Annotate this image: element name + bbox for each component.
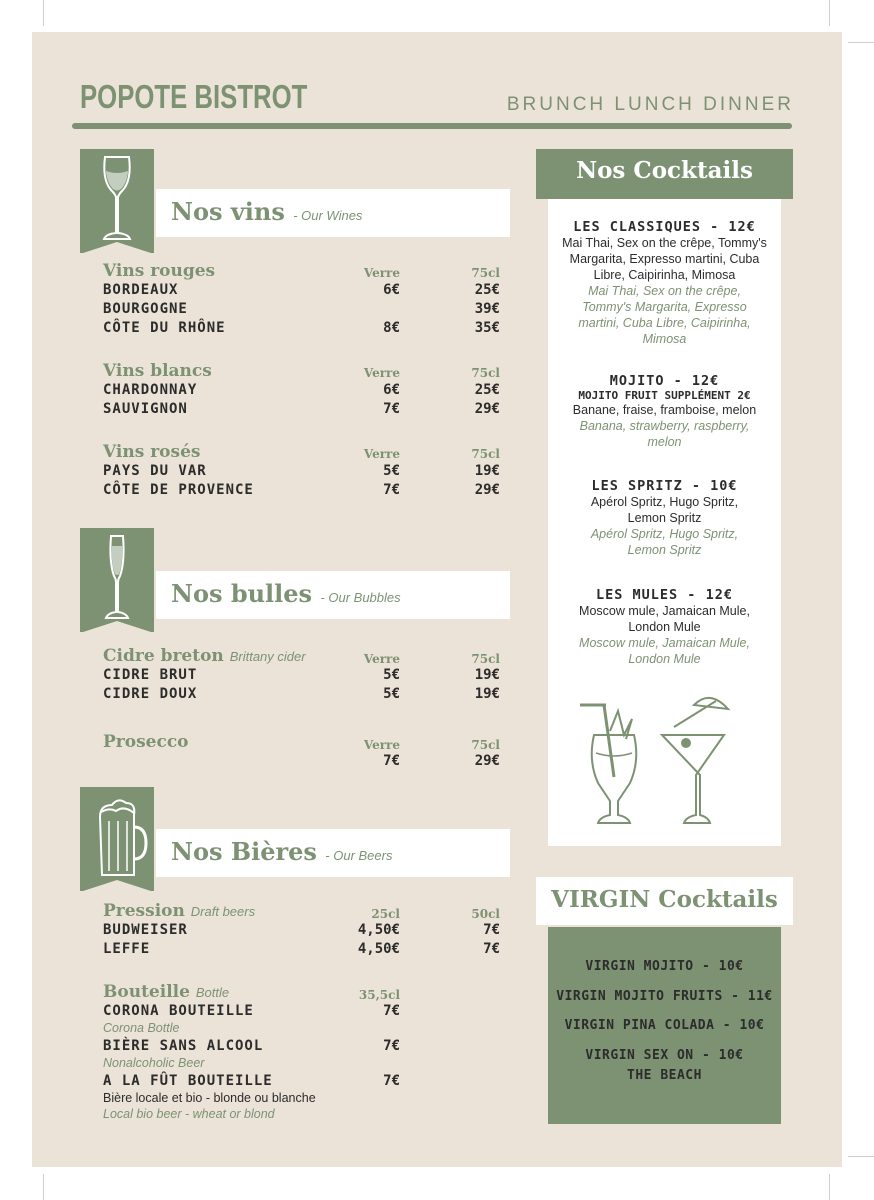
beers-ribbon xyxy=(80,787,154,891)
beer-mug-icon xyxy=(92,791,148,883)
price-glass: 8€ xyxy=(383,320,400,336)
col-header-glass: Verre xyxy=(363,266,400,280)
crop-mark xyxy=(43,1174,44,1200)
virgin-item-line2: THE BEACH xyxy=(627,1068,702,1083)
bubbles-title: Nos bulles xyxy=(171,579,313,608)
cocktail-glasses-icon xyxy=(566,691,766,831)
price-glass: 7€ xyxy=(383,482,400,498)
cocktail-name: LES MULES - 12€ xyxy=(596,587,733,603)
wine-ribbon xyxy=(80,149,154,253)
pression-name: Pression xyxy=(103,901,185,921)
cocktails-header xyxy=(536,149,793,199)
menu-item: CHARDONNAY xyxy=(103,382,198,398)
col-header-35cl: 35,5cl xyxy=(358,988,400,1002)
price-glass: 7€ xyxy=(383,753,400,769)
price-bottle: 7€ xyxy=(383,1073,400,1089)
menu-item: BIÈRE SANS ALCOOL xyxy=(103,1038,264,1054)
col-header-bottle: 75cl xyxy=(471,738,500,752)
category-bouteille xyxy=(103,982,229,1002)
virgin-item: VIRGIN MOJITO FRUITS - 11€ xyxy=(556,989,773,1004)
cocktail-desc-fr: Moscow mule, Jamaican Mule, London Mule xyxy=(579,604,750,634)
cocktail-item xyxy=(548,219,781,347)
menu-item: CORONA BOUTEILLE xyxy=(103,1003,254,1019)
cocktails-panel xyxy=(548,199,781,846)
category-vins-roses: Vins rosés xyxy=(103,442,201,462)
pression-sub: Draft beers xyxy=(190,904,256,919)
price-bottle: 7€ xyxy=(383,1003,400,1019)
cocktail-extra: MOJITO FRUIT SUPPLÉMENT 2€ xyxy=(578,389,751,402)
price-bottle: 19€ xyxy=(474,463,500,479)
cocktail-desc-en: Mai Thai, Sex on the crêpe, Tommy's Margarita, Expresso martini, Cuba Libre, Caipirinha, Mimosa xyxy=(578,284,751,346)
price-bottle: 39€ xyxy=(474,301,500,317)
brand-name: POPOTE BISTROT xyxy=(80,78,308,115)
crop-mark xyxy=(848,1156,874,1157)
price-glass: 5€ xyxy=(383,667,400,683)
price-bottle: 29€ xyxy=(474,482,500,498)
virgin-title: VIRGIN Cocktails xyxy=(551,886,778,913)
virgin-panel xyxy=(548,927,781,1124)
price-bottle: 35€ xyxy=(474,320,500,336)
col-header-glass: Verre xyxy=(363,447,400,461)
beers-subtitle: - Our Beers xyxy=(325,848,393,863)
crop-mark xyxy=(829,1174,830,1200)
price-large: 7€ xyxy=(483,922,500,938)
beers-header xyxy=(156,829,510,877)
col-header-50cl: 50cl xyxy=(471,907,500,921)
col-header-bottle: 75cl xyxy=(471,366,500,380)
price-small: 4,50€ xyxy=(357,941,400,957)
wines-subtitle: - Our Wines xyxy=(293,208,363,223)
menu-item: PAYS DU VAR xyxy=(103,463,207,479)
category-pression xyxy=(103,901,255,921)
bouteille-name: Bouteille xyxy=(103,982,190,1002)
category-vins-blancs: Vins blancs xyxy=(103,361,212,381)
cidre-name: Cidre breton xyxy=(103,646,224,666)
wines-title: Nos vins xyxy=(171,197,285,226)
price-glass: 6€ xyxy=(383,382,400,398)
menu-page xyxy=(32,32,842,1167)
price-glass: 6€ xyxy=(383,282,400,298)
cocktail-desc-en: Banana, strawberry, raspberry, melon xyxy=(579,419,750,449)
col-header-25cl: 25cl xyxy=(371,907,400,921)
price-bottle: 7€ xyxy=(383,1038,400,1054)
cocktail-name: LES SPRITZ - 10€ xyxy=(591,478,738,494)
menu-item: A LA FÛT BOUTEILLE xyxy=(103,1073,273,1089)
bubbles-ribbon xyxy=(80,528,154,632)
cocktail-name: MOJITO - 12€ xyxy=(609,373,720,389)
menu-item: BORDEAUX xyxy=(103,282,179,298)
price-bottle: 25€ xyxy=(474,382,500,398)
bouteille-sub: Bottle xyxy=(195,985,230,1000)
beers-title: Nos Bières xyxy=(171,837,317,866)
crop-mark xyxy=(43,0,44,26)
price-bottle: 25€ xyxy=(474,282,500,298)
price-glass: 5€ xyxy=(383,463,400,479)
item-note-en: Nonalcoholic Beer xyxy=(103,1056,205,1070)
menu-item: CIDRE BRUT xyxy=(103,667,198,683)
col-header-glass: Verre xyxy=(363,738,400,752)
crop-mark xyxy=(848,42,874,43)
header-divider xyxy=(72,123,792,129)
category-prosecco: Prosecco xyxy=(103,732,189,752)
virgin-item: VIRGIN MOJITO - 10€ xyxy=(585,959,744,974)
price-small: 4,50€ xyxy=(357,922,400,938)
col-header-glass: Verre xyxy=(363,366,400,380)
menu-item: BUDWEISER xyxy=(103,922,188,938)
category-cidre xyxy=(103,646,306,666)
menu-item: LEFFE xyxy=(103,941,151,957)
menu-item: CIDRE DOUX xyxy=(103,686,198,702)
cocktail-desc-en: Moscow mule, Jamaican Mule, London Mule xyxy=(579,636,750,666)
champagne-flute-icon xyxy=(92,532,142,624)
category-vins-rouges: Vins rouges xyxy=(103,261,216,281)
price-bottle: 19€ xyxy=(474,686,500,702)
tagline: BRUNCH LUNCH DINNER xyxy=(506,94,794,115)
price-glass: 7€ xyxy=(383,401,400,417)
cocktail-name: LES CLASSIQUES - 12€ xyxy=(573,219,756,235)
price-large: 7€ xyxy=(483,941,500,957)
menu-item: CÔTE DE PROVENCE xyxy=(103,482,254,498)
cocktail-item xyxy=(548,587,781,667)
virgin-item: VIRGIN SEX ON - 10€ xyxy=(585,1048,744,1063)
bubbles-subtitle: - Our Bubbles xyxy=(320,590,401,605)
cocktail-desc-fr: Mai Thai, Sex on the crêpe, Tommy's Margarita, Expresso martini, Cuba Libre, Caipirinha, Mimosa xyxy=(562,236,767,282)
cidre-sub: Brittany cider xyxy=(229,649,306,664)
item-note-fr: Bière locale et bio - blonde ou blanche xyxy=(103,1091,316,1105)
price-bottle: 29€ xyxy=(474,753,500,769)
crop-mark xyxy=(829,0,830,26)
item-note-en: Corona Bottle xyxy=(103,1021,180,1035)
price-bottle: 19€ xyxy=(474,667,500,683)
wines-header xyxy=(156,189,510,237)
virgin-header xyxy=(536,877,793,925)
virgin-item: VIRGIN PINA COLADA - 10€ xyxy=(564,1018,765,1033)
col-header-bottle: 75cl xyxy=(471,447,500,461)
menu-item: SAUVIGNON xyxy=(103,401,188,417)
cocktail-item xyxy=(548,478,781,558)
col-header-bottle: 75cl xyxy=(471,266,500,280)
menu-item: BOURGOGNE xyxy=(103,301,188,317)
col-header-bottle: 75cl xyxy=(471,652,500,666)
cocktails-title: Nos Cocktails xyxy=(576,157,753,184)
col-header-glass: Verre xyxy=(363,652,400,666)
wine-glass-icon xyxy=(92,153,142,245)
price-bottle: 29€ xyxy=(474,401,500,417)
bubbles-header xyxy=(156,571,510,619)
menu-item: CÔTE DU RHÔNE xyxy=(103,320,226,336)
cocktail-desc-en: Apérol Spritz, Hugo Spritz, Lemon Spritz xyxy=(590,527,739,557)
item-note-en: Local bio beer - wheat or blond xyxy=(103,1107,275,1121)
cocktail-desc-fr: Apérol Spritz, Hugo Spritz, Lemon Spritz xyxy=(590,495,739,525)
cocktail-item xyxy=(548,373,781,450)
cocktail-desc-fr: Banane, fraise, framboise, melon xyxy=(572,403,757,417)
price-glass: 5€ xyxy=(383,686,400,702)
